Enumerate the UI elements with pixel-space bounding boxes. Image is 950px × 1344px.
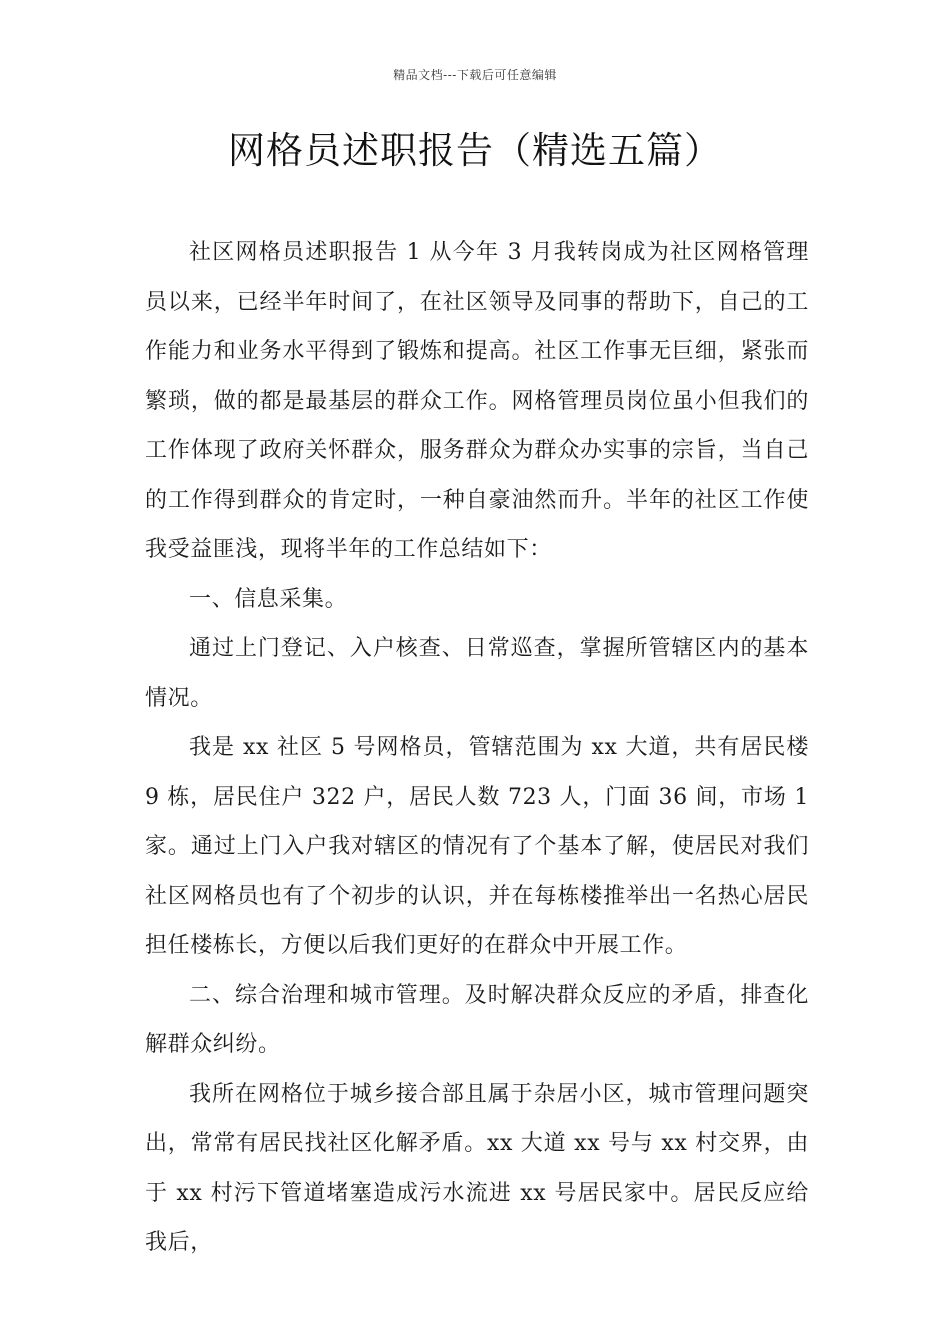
- section-heading-governance: 二、综合治理和城市管理。及时解决群众反应的矛盾，排查化解群众纠纷。: [145, 982, 809, 1057]
- paragraph-info-collection: 通过上门登记、入户核查、日常巡查，掌握所管辖区内的基本情况。: [145, 636, 809, 711]
- header-note: 精品文档---下载后可任意编辑: [393, 68, 557, 82]
- paragraph-grid-details: 我是 xx 社区 5 号网格员，管辖范围为 xx 大道，共有居民楼 9 栋，居民住户 322 户，居民人数 723 人，门面 36 间，市场 1 家。通过上门入户我对辖区的情况有了个基本了解，使居民对我们社区网格员也有了个初步的认识，并在每栋楼推举出一名热心居民担任楼栋长，方便以后我们更好的在群众中开展工作。: [145, 735, 809, 958]
- document-body: [145, 228, 809, 1268]
- section-heading-info-collection: 一、信息采集。: [189, 586, 348, 612]
- paragraph-governance: 我所在网格位于城乡接合部且属于杂居小区，城市管理问题突出，常常有居民找社区化解矛盾。xx 大道 xx 号与 xx 村交界，由于 xx 村污下管道堵塞造成污水流进 xx 号居民家中。居民反应给我后，: [145, 1081, 809, 1255]
- paragraph-intro: 社区网格员述职报告 1 从今年 3 月我转岗成为社区网格管理员以来，已经半年时间了，在社区领导及同事的帮助下，自己的工作能力和业务水平得到了锻炼和提高。社区工作事无巨细，紧张而繁琐，做的都是最基层的群众工作。网格管理员岗位虽小但我们的工作体现了政府关怀群众，服务群众为群众办实事的宗旨，当自己的工作得到群众的肯定时，一种自豪油然而升。半年的社区工作使我受益匪浅，现将半年的工作总结如下：: [145, 240, 809, 562]
- document-title: 网格员述职报告（精选五篇）: [228, 129, 722, 172]
